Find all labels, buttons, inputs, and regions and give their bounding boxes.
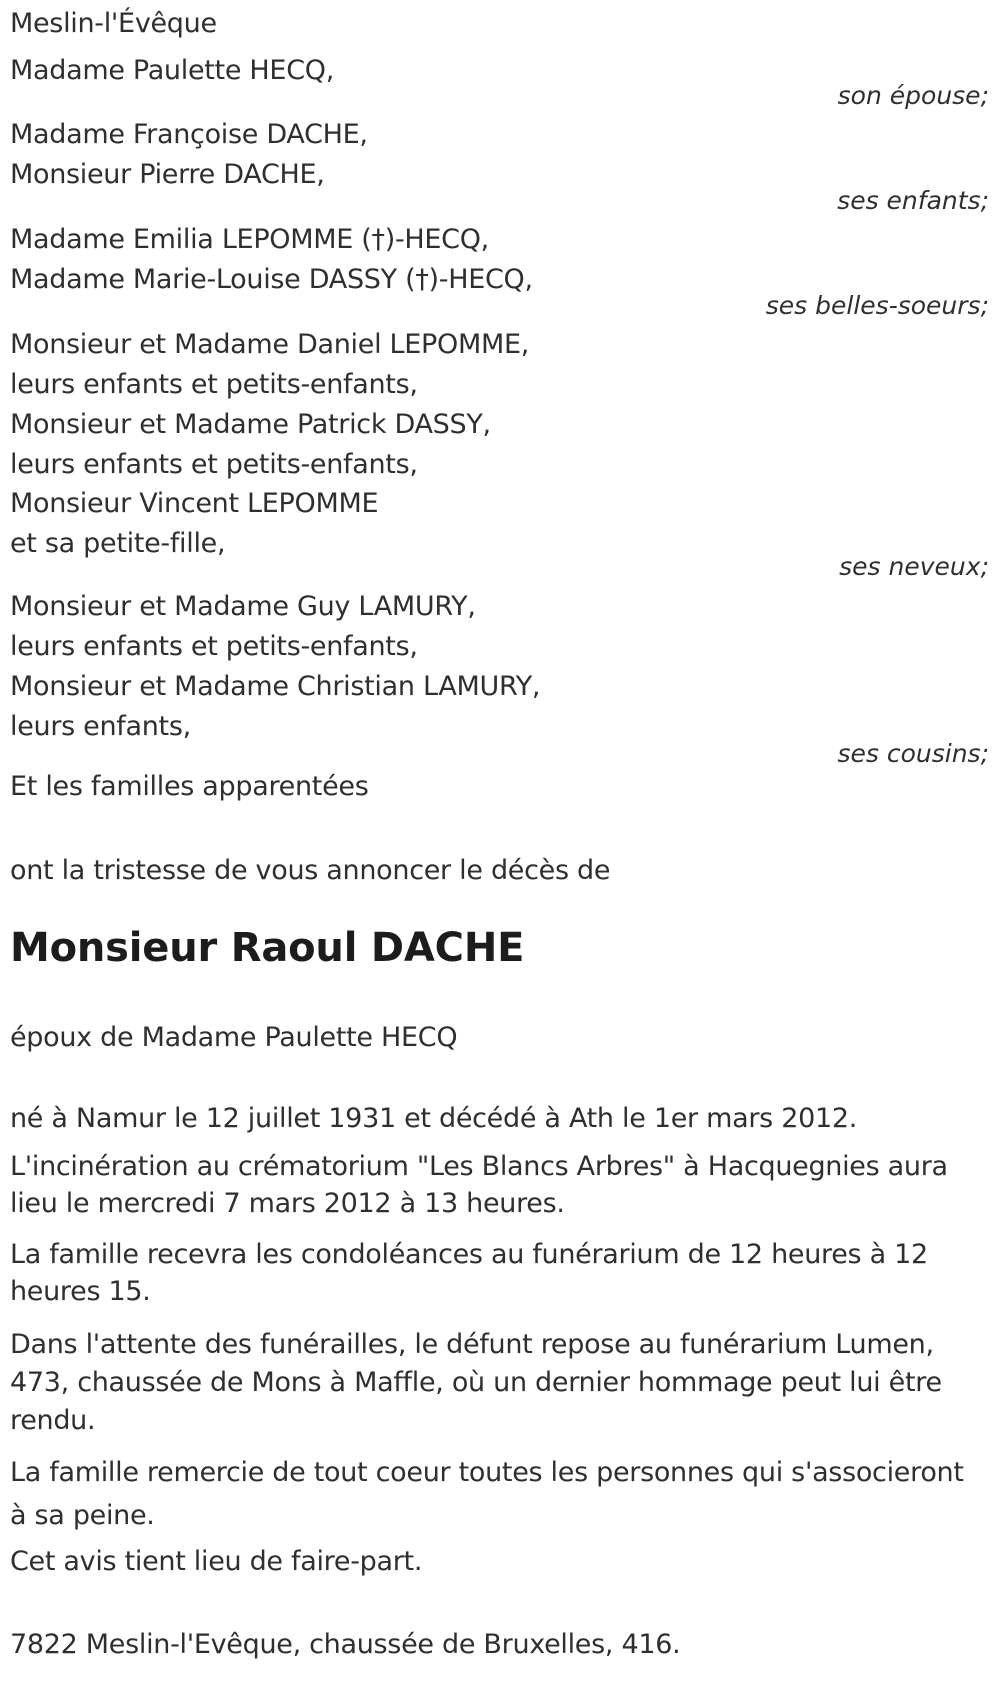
- relation-label: ses belles-soeurs;: [765, 291, 989, 320]
- relation-label: son épouse;: [837, 81, 989, 110]
- mourner-name: Monsieur Vincent LEPOMME: [10, 488, 379, 519]
- body-line: La famille recevra les condoléances au funérarium de 12 heures à 12: [10, 1239, 928, 1270]
- mourner-name: leurs enfants et petits-enfants,: [10, 631, 418, 662]
- relation-label: ses enfants;: [837, 186, 989, 215]
- body-line: rendu.: [10, 1405, 96, 1436]
- deceased-name-title: Monsieur Raoul DACHE: [10, 925, 525, 971]
- relation-label: ses cousins;: [837, 739, 989, 768]
- announcement-line: ont la tristesse de vous annoncer le décès de: [10, 855, 611, 886]
- spouse-line: époux de Madame Paulette HECQ: [10, 1022, 458, 1053]
- body-line: L'incinération au crématorium "Les Blancs Arbres" à Hacquegnies aura: [10, 1151, 948, 1182]
- body-line: La famille remercie de tout coeur toutes les personnes qui s'associeront: [10, 1457, 964, 1488]
- mourner-name: Madame Paulette HECQ,: [10, 55, 334, 86]
- body-line: né à Namur le 12 juillet 1931 et décédé à Ath le 1er mars 2012.: [10, 1103, 857, 1134]
- footer-address: 7822 Meslin-l'Evêque, chaussée de Bruxelles, 416.: [10, 1629, 681, 1660]
- body-line: Dans l'attente des funérailles, le défunt repose au funérarium Lumen,: [10, 1329, 934, 1360]
- mourner-name: Monsieur Pierre DACHE,: [10, 159, 325, 190]
- body-line: 473, chaussée de Mons à Maffle, où un dernier hommage peut lui être: [10, 1367, 942, 1398]
- mourner-name: Monsieur et Madame Patrick DASSY,: [10, 409, 491, 440]
- place-line: Meslin-l'Évêque: [10, 8, 217, 39]
- mourner-name: et sa petite-fille,: [10, 528, 226, 559]
- mourner-name: Madame Françoise DACHE,: [10, 119, 368, 150]
- relation-label: ses neveux;: [839, 552, 989, 581]
- mourner-name: leurs enfants,: [10, 711, 191, 742]
- body-line: lieu le mercredi 7 mars 2012 à 13 heures.: [10, 1188, 565, 1219]
- body-line: heures 15.: [10, 1276, 151, 1307]
- mourner-name: leurs enfants et petits-enfants,: [10, 369, 418, 400]
- closing-line: Et les familles apparentées: [10, 771, 369, 802]
- mourner-name: Monsieur et Madame Daniel LEPOMME,: [10, 329, 530, 360]
- body-line: à sa peine.: [10, 1500, 155, 1531]
- mourner-name: Monsieur et Madame Christian LAMURY,: [10, 671, 541, 702]
- mourner-name: Madame Marie-Louise DASSY (†)-HECQ,: [10, 264, 533, 295]
- mourner-name: leurs enfants et petits-enfants,: [10, 449, 418, 480]
- mourner-name: Monsieur et Madame Guy LAMURY,: [10, 591, 476, 622]
- mourner-name: Madame Emilia LEPOMME (†)-HECQ,: [10, 224, 489, 255]
- body-line: Cet avis tient lieu de faire-part.: [10, 1546, 423, 1577]
